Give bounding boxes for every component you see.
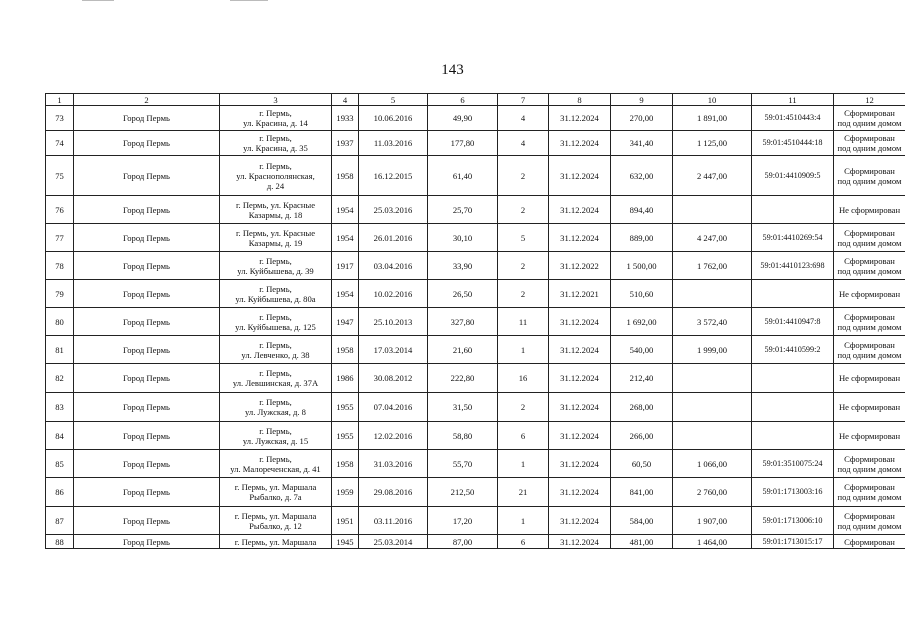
municipality-cell: Город Пермь	[74, 196, 220, 224]
area-cell: 21,60	[428, 336, 498, 364]
row-number-cell: 88	[46, 535, 74, 549]
residents-cell: 4	[498, 106, 549, 131]
table-row	[46, 156, 905, 196]
land-status-line: под одним домом	[837, 349, 902, 360]
residents-cell: 5	[498, 224, 549, 252]
table-row	[46, 393, 905, 422]
address-line: ул. Куйбышева, д. 39	[237, 265, 314, 276]
recognition-date-cell: 07.04.2016	[359, 393, 428, 422]
municipality-cell: Город Пермь	[74, 106, 220, 131]
header-cell: 5	[359, 94, 428, 106]
address-line: Казармы, д. 19	[248, 237, 303, 248]
land-status-line: под одним домом	[837, 321, 902, 332]
address-line: г. Пермь,	[259, 368, 292, 378]
land-status-cell	[834, 308, 905, 336]
address-line: г. Пермь,	[259, 339, 292, 350]
address-line: г. Пермь,	[259, 453, 292, 464]
area-cell: 25,70	[428, 196, 498, 224]
municipality-cell: Город Пермь	[74, 507, 220, 535]
row-number-cell: 75	[46, 156, 74, 196]
table-row	[46, 308, 905, 336]
cadastral-number-cell	[752, 364, 834, 393]
address-line: г. Пермь, ул. Маршала	[234, 510, 317, 521]
land-status-line: под одним домом	[837, 118, 902, 128]
land-status-line: Сформирован	[844, 482, 895, 492]
municipality-cell: Город Пермь	[74, 336, 220, 364]
table-row	[46, 478, 905, 507]
cost-2-cell: 1 907,00	[673, 507, 752, 535]
cadastral-number-cell: 59:01:3510075:24	[752, 450, 834, 478]
relocation-deadline-cell: 31.12.2024	[549, 478, 611, 507]
cadastral-number-cell: 59:01:4410947:8	[752, 308, 834, 336]
cadastral-number-cell	[752, 280, 834, 308]
address-line: г. Пермь,	[259, 108, 292, 118]
cost-1-cell: 60,50	[611, 450, 673, 478]
header-cell: 11	[752, 94, 834, 106]
address-cell	[220, 308, 332, 336]
build-year-cell: 1986	[332, 364, 359, 393]
municipality-cell: Город Пермь	[74, 450, 220, 478]
land-status-cell	[834, 364, 905, 393]
cost-1-cell: 212,40	[611, 364, 673, 393]
residents-cell: 21	[498, 478, 549, 507]
cadastral-number-cell: 59:01:4510444:18	[752, 131, 834, 156]
area-cell: 17,20	[428, 507, 498, 535]
table-row	[46, 535, 905, 549]
residents-cell: 1	[498, 450, 549, 478]
build-year-cell: 1958	[332, 336, 359, 364]
recognition-date-cell: 10.06.2016	[359, 106, 428, 131]
cost-2-cell	[673, 393, 752, 422]
municipality-cell: Город Пермь	[74, 224, 220, 252]
row-number-cell: 86	[46, 478, 74, 507]
land-status-cell	[834, 422, 905, 450]
cost-2-cell	[673, 196, 752, 224]
table-row	[46, 336, 905, 364]
row-number-cell: 85	[46, 450, 74, 478]
address-cell	[220, 106, 332, 131]
area-cell: 222,80	[428, 364, 498, 393]
table-row	[46, 364, 905, 393]
build-year-cell: 1955	[332, 393, 359, 422]
land-status-cell	[834, 393, 905, 422]
address-cell	[220, 224, 332, 252]
area-cell: 31,50	[428, 393, 498, 422]
table-row	[46, 422, 905, 450]
relocation-deadline-cell: 31.12.2024	[549, 106, 611, 131]
relocation-deadline-cell: 31.12.2024	[549, 535, 611, 549]
row-number-cell: 84	[46, 422, 74, 450]
cost-2-cell: 1 762,00	[673, 252, 752, 280]
cadastral-number-cell: 59:01:4410269:54	[752, 224, 834, 252]
row-number-cell: 83	[46, 393, 74, 422]
build-year-cell: 1947	[332, 308, 359, 336]
relocation-deadline-cell: 31.12.2024	[549, 224, 611, 252]
cost-2-cell: 4 247,00	[673, 224, 752, 252]
table-row	[46, 450, 905, 478]
recognition-date-cell: 11.03.2016	[359, 131, 428, 156]
cost-1-cell: 632,00	[611, 156, 673, 196]
relocation-deadline-cell: 31.12.2022	[549, 252, 611, 280]
page-number: 143	[441, 62, 464, 78]
land-status-line: Сформирован	[844, 453, 895, 464]
address-line: г. Пермь,	[259, 133, 292, 143]
municipality-cell: Город Пермь	[74, 308, 220, 336]
residents-cell: 4	[498, 131, 549, 156]
row-number-cell: 73	[46, 106, 74, 131]
cost-2-cell: 1 891,00	[673, 106, 752, 131]
land-status-line: Не сформирован	[838, 204, 901, 215]
municipality-cell: Город Пермь	[74, 535, 220, 549]
land-status-cell	[834, 450, 905, 478]
municipality-cell: Город Пермь	[74, 280, 220, 308]
municipality-cell: Город Пермь	[74, 364, 220, 393]
address-line: Казармы, д. 18	[248, 209, 303, 220]
build-year-cell: 1937	[332, 131, 359, 156]
cadastral-number-cell	[752, 422, 834, 450]
cadastral-number-cell: 59:01:4410599:2	[752, 336, 834, 364]
municipality-cell: Город Пермь	[74, 131, 220, 156]
land-status-line: Не сформирован	[838, 288, 901, 299]
land-status-line: под одним домом	[837, 463, 902, 474]
relocation-deadline-cell: 31.12.2024	[549, 450, 611, 478]
land-status-line: под одним домом	[837, 237, 902, 248]
municipality-cell: Город Пермь	[74, 478, 220, 507]
build-year-cell: 1951	[332, 507, 359, 535]
header-cell: 12	[834, 94, 905, 106]
land-status-line: под одним домом	[837, 265, 902, 276]
area-cell: 33,90	[428, 252, 498, 280]
recognition-date-cell: 25.03.2014	[359, 535, 428, 549]
land-status-line: Сформирован	[844, 165, 895, 176]
header-cell: 8	[549, 94, 611, 106]
recognition-date-cell: 29.08.2016	[359, 478, 428, 507]
land-status-line: Не сформирован	[838, 402, 901, 412]
address-cell	[220, 535, 332, 549]
cost-1-cell: 841,00	[611, 478, 673, 507]
header-cell: 7	[498, 94, 549, 106]
address-line: г. Пермь,	[259, 425, 292, 436]
build-year-cell: 1954	[332, 224, 359, 252]
land-status-line: Не сформирован	[838, 373, 901, 383]
header-cell: 3	[220, 94, 332, 106]
cadastral-number-cell: 59:01:1713003:16	[752, 478, 834, 507]
table-row	[46, 252, 905, 280]
land-status-cell	[834, 478, 905, 507]
land-status-line: под одним домом	[837, 143, 902, 153]
area-cell: 30,10	[428, 224, 498, 252]
cost-2-cell	[673, 280, 752, 308]
table-row	[46, 507, 905, 535]
address-line: ул. Левшинская, д. 37А	[232, 378, 319, 388]
recognition-date-cell: 10.02.2016	[359, 280, 428, 308]
address-cell	[220, 336, 332, 364]
area-cell: 87,00	[428, 535, 498, 549]
land-status-cell	[834, 224, 905, 252]
land-status-cell	[834, 156, 905, 196]
row-number-cell: 76	[46, 196, 74, 224]
land-status-cell	[834, 535, 905, 549]
area-cell: 58,80	[428, 422, 498, 450]
recognition-date-cell: 03.11.2016	[359, 507, 428, 535]
cost-2-cell: 3 572,40	[673, 308, 752, 336]
table-row	[46, 280, 905, 308]
recognition-date-cell: 03.04.2016	[359, 252, 428, 280]
recognition-date-cell: 26.01.2016	[359, 224, 428, 252]
build-year-cell: 1955	[332, 422, 359, 450]
address-line: г. Пермь, ул. Маршала	[234, 482, 317, 492]
land-status-line: Сформирован	[844, 227, 895, 238]
header-cell: 2	[74, 94, 220, 106]
row-number-cell: 77	[46, 224, 74, 252]
area-cell: 49,90	[428, 106, 498, 131]
cost-1-cell: 540,00	[611, 336, 673, 364]
build-year-cell: 1954	[332, 196, 359, 224]
build-year-cell: 1958	[332, 450, 359, 478]
row-number-cell: 78	[46, 252, 74, 280]
address-cell	[220, 252, 332, 280]
address-line: ул. Куйбышева, д. 125	[235, 321, 316, 332]
residents-cell: 1	[498, 507, 549, 535]
recognition-date-cell: 31.03.2016	[359, 450, 428, 478]
cost-1-cell: 266,00	[611, 422, 673, 450]
address-line: ул. Красина, д. 14	[243, 118, 308, 128]
cost-2-cell: 2 447,00	[673, 156, 752, 196]
relocation-deadline-cell: 31.12.2024	[549, 196, 611, 224]
residents-cell: 16	[498, 364, 549, 393]
address-line: ул. Лужская, д. 8	[245, 407, 306, 417]
cost-2-cell: 1 125,00	[673, 131, 752, 156]
land-status-line: Сформирован	[844, 510, 895, 521]
cadastral-number-cell	[752, 393, 834, 422]
table-row	[46, 131, 905, 156]
relocation-deadline-cell: 31.12.2024	[549, 308, 611, 336]
address-cell	[220, 364, 332, 393]
row-number-cell: 82	[46, 364, 74, 393]
relocation-deadline-cell: 31.12.2024	[549, 364, 611, 393]
land-status-line: Сформирован	[844, 133, 895, 143]
cost-1-cell: 270,00	[611, 106, 673, 131]
relocation-deadline-cell: 31.12.2024	[549, 336, 611, 364]
cadastral-number-cell: 59:01:1713015:17	[752, 535, 834, 549]
housing-registry-table	[45, 93, 905, 549]
cost-2-cell: 1 999,00	[673, 336, 752, 364]
land-status-cell	[834, 131, 905, 156]
land-status-cell	[834, 507, 905, 535]
cost-2-cell: 2 760,00	[673, 478, 752, 507]
land-status-line: Сформирован	[844, 536, 895, 547]
address-line: ул. Малореченская, д. 41	[230, 463, 321, 474]
area-cell: 327,80	[428, 308, 498, 336]
recognition-date-cell: 25.03.2016	[359, 196, 428, 224]
address-cell	[220, 393, 332, 422]
cost-1-cell: 510,60	[611, 280, 673, 308]
recognition-date-cell: 25.10.2013	[359, 308, 428, 336]
recognition-date-cell: 30.08.2012	[359, 364, 428, 393]
address-line: ул. Лужская, д. 15	[242, 435, 309, 446]
cost-1-cell: 1 692,00	[611, 308, 673, 336]
relocation-deadline-cell: 31.12.2021	[549, 280, 611, 308]
residents-cell: 6	[498, 535, 549, 549]
residents-cell: 6	[498, 422, 549, 450]
address-cell	[220, 422, 332, 450]
land-status-cell	[834, 252, 905, 280]
land-status-cell	[834, 106, 905, 131]
land-status-line: под одним домом	[837, 520, 902, 531]
land-status-line: Не сформирован	[838, 430, 901, 441]
address-line: Рыбалко, д. 12	[249, 520, 302, 531]
address-cell	[220, 280, 332, 308]
address-line: ул. Краснополянская,	[236, 170, 315, 181]
address-cell	[220, 507, 332, 535]
scan-edge-line-left	[82, 0, 114, 1]
address-line: г. Пермь,	[259, 283, 292, 294]
recognition-date-cell: 16.12.2015	[359, 156, 428, 196]
address-line: г. Пермь, ул. Красные	[235, 227, 316, 238]
row-number-cell: 81	[46, 336, 74, 364]
land-status-line: под одним домом	[837, 492, 902, 502]
municipality-cell: Город Пермь	[74, 422, 220, 450]
address-line: г. Пермь, ул. Красные	[235, 199, 316, 210]
residents-cell: 1	[498, 336, 549, 364]
cadastral-number-cell: 59:01:4510443:4	[752, 106, 834, 131]
address-line: г. Пермь,	[259, 255, 292, 266]
cadastral-number-cell: 59:01:4410909:5	[752, 156, 834, 196]
cadastral-number-cell: 59:01:4410123:698	[752, 252, 834, 280]
address-cell	[220, 196, 332, 224]
land-status-line: Сформирован	[844, 255, 895, 266]
address-line: ул. Левченко, д. 38	[241, 349, 310, 360]
land-status-cell	[834, 196, 905, 224]
relocation-deadline-cell: 31.12.2024	[549, 507, 611, 535]
recognition-date-cell: 12.02.2016	[359, 422, 428, 450]
address-line: ул. Куйбышева, д. 80а	[235, 293, 316, 304]
cadastral-number-cell	[752, 196, 834, 224]
header-cell: 1	[46, 94, 74, 106]
build-year-cell: 1933	[332, 106, 359, 131]
cost-2-cell: 1 066,00	[673, 450, 752, 478]
cost-1-cell: 481,00	[611, 535, 673, 549]
address-line: г. Пермь,	[259, 160, 292, 171]
cost-1-cell: 889,00	[611, 224, 673, 252]
address-line: Рыбалко, д. 7а	[249, 492, 302, 502]
residents-cell: 2	[498, 156, 549, 196]
table-row	[46, 106, 905, 131]
address-cell	[220, 478, 332, 507]
header-cell: 4	[332, 94, 359, 106]
build-year-cell: 1945	[332, 535, 359, 549]
cost-1-cell: 894,40	[611, 196, 673, 224]
address-line: г. Пермь,	[259, 311, 292, 322]
address-line: ул. Красина, д. 35	[243, 143, 308, 153]
cost-1-cell: 268,00	[611, 393, 673, 422]
address-cell	[220, 450, 332, 478]
row-number-cell: 80	[46, 308, 74, 336]
relocation-deadline-cell: 31.12.2024	[549, 393, 611, 422]
land-status-line: под одним домом	[837, 175, 902, 186]
build-year-cell: 1917	[332, 252, 359, 280]
land-status-line: Сформирован	[844, 339, 895, 350]
address-line: д. 24	[266, 180, 285, 191]
municipality-cell: Город Пермь	[74, 252, 220, 280]
header-cell: 10	[673, 94, 752, 106]
area-cell: 55,70	[428, 450, 498, 478]
row-number-cell: 74	[46, 131, 74, 156]
address-line: г. Пермь, ул. Маршала	[234, 536, 317, 547]
address-cell	[220, 131, 332, 156]
cost-1-cell: 341,40	[611, 131, 673, 156]
land-status-line: Сформирован	[844, 108, 895, 118]
residents-cell: 2	[498, 393, 549, 422]
residents-cell: 2	[498, 280, 549, 308]
residents-cell: 2	[498, 196, 549, 224]
area-cell: 26,50	[428, 280, 498, 308]
address-cell	[220, 156, 332, 196]
address-line: г. Пермь,	[259, 397, 292, 407]
relocation-deadline-cell: 31.12.2024	[549, 131, 611, 156]
residents-cell: 11	[498, 308, 549, 336]
row-number-cell: 87	[46, 507, 74, 535]
cost-2-cell: 1 464,00	[673, 535, 752, 549]
area-cell: 61,40	[428, 156, 498, 196]
cost-2-cell	[673, 422, 752, 450]
cost-2-cell	[673, 364, 752, 393]
table-row	[46, 196, 905, 224]
header-row	[46, 94, 905, 106]
header-cell: 9	[611, 94, 673, 106]
header-cell: 6	[428, 94, 498, 106]
scan-edge-line-right	[230, 0, 268, 1]
recognition-date-cell: 17.03.2014	[359, 336, 428, 364]
area-cell: 177,80	[428, 131, 498, 156]
cost-1-cell: 1 500,00	[611, 252, 673, 280]
land-status-cell	[834, 280, 905, 308]
build-year-cell: 1958	[332, 156, 359, 196]
relocation-deadline-cell: 31.12.2024	[549, 422, 611, 450]
land-status-cell	[834, 336, 905, 364]
relocation-deadline-cell: 31.12.2024	[549, 156, 611, 196]
area-cell: 212,50	[428, 478, 498, 507]
residents-cell: 2	[498, 252, 549, 280]
cadastral-number-cell: 59:01:1713006:10	[752, 507, 834, 535]
table-row	[46, 224, 905, 252]
municipality-cell: Город Пермь	[74, 156, 220, 196]
land-status-line: Сформирован	[844, 311, 895, 322]
row-number-cell: 79	[46, 280, 74, 308]
municipality-cell: Город Пермь	[74, 393, 220, 422]
build-year-cell: 1954	[332, 280, 359, 308]
cost-1-cell: 584,00	[611, 507, 673, 535]
build-year-cell: 1959	[332, 478, 359, 507]
